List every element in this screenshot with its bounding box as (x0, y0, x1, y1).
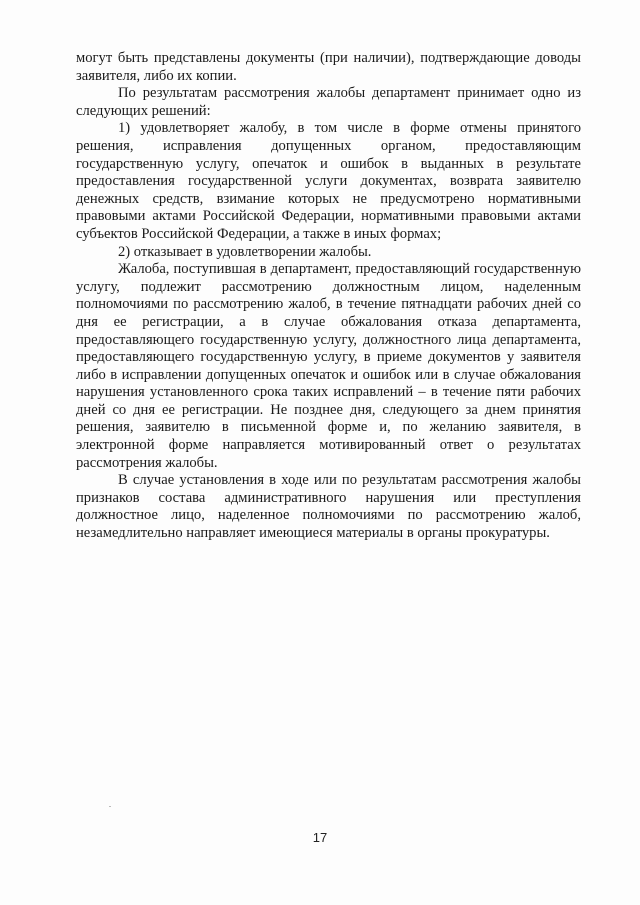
paragraph-continuation: могут быть представлены документы (при наличии), подтверждающие доводы заявителя, либо их копии. (76, 50, 581, 84)
paragraph-decision-refuse: 2) отказывает в удовлетворении жалобы. (118, 243, 372, 260)
paragraph-complaint-timeline: Жалоба, поступившая в департамент, предоставляющий государственную услугу, подлежит рассмотрению должностным лицом, наделенным полномочиями по рассмотрению жалоб, в течение пятнадцати рабочих дней со дня ее регистрации, а в случае обжалования отказа департамента, предоставляющего государственную услугу, должностного лица департамента, предоставляющего государственную услугу, в приеме документов у заявителя либо в исправлении допущенных опечаток и ошибок или в случае обжалования нарушения установленного срока таких исправлений – в течение пяти рабочих дней со дня ее регистрации. Не позднее дня, следующего за днем принятия решения, заявителю в письменной форме и, по желанию заявителя, в электронной форме направляется мотивированный ответ о результатах рассмотрения жалобы. (76, 261, 581, 471)
paragraph-prosecution-referral: В случае установления в ходе или по результатам рассмотрения жалобы признаков состава административного нарушения или преступления должностное лицо, наделенное полномочиями по рассмотрению жалоб, незамедлительно направляет имеющиеся материалы в органы прокуратуры. (76, 472, 581, 542)
scan-speck (109, 806, 111, 807)
page-number: 17 (312, 830, 328, 845)
paragraph-decisions-intro: По результатам рассмотрения жалобы департамент принимает одно из следующих решений: (76, 85, 581, 119)
paragraph-decision-satisfy: 1) удовлетворяет жалобу, в том числе в форме отмены принятого решения, исправления допущенных органом, предоставляющим государственную услугу, опечаток и ошибок в выданных в результате предоставления государственной услуги документах, возврата заявителю денежных средств, взимание которых не предусмотрено нормативными правовыми актами Российской Федерации, нормативными правовыми актами субъектов Российской Федерации, а также в иных формах; (76, 120, 581, 242)
document-body (76, 50, 581, 543)
